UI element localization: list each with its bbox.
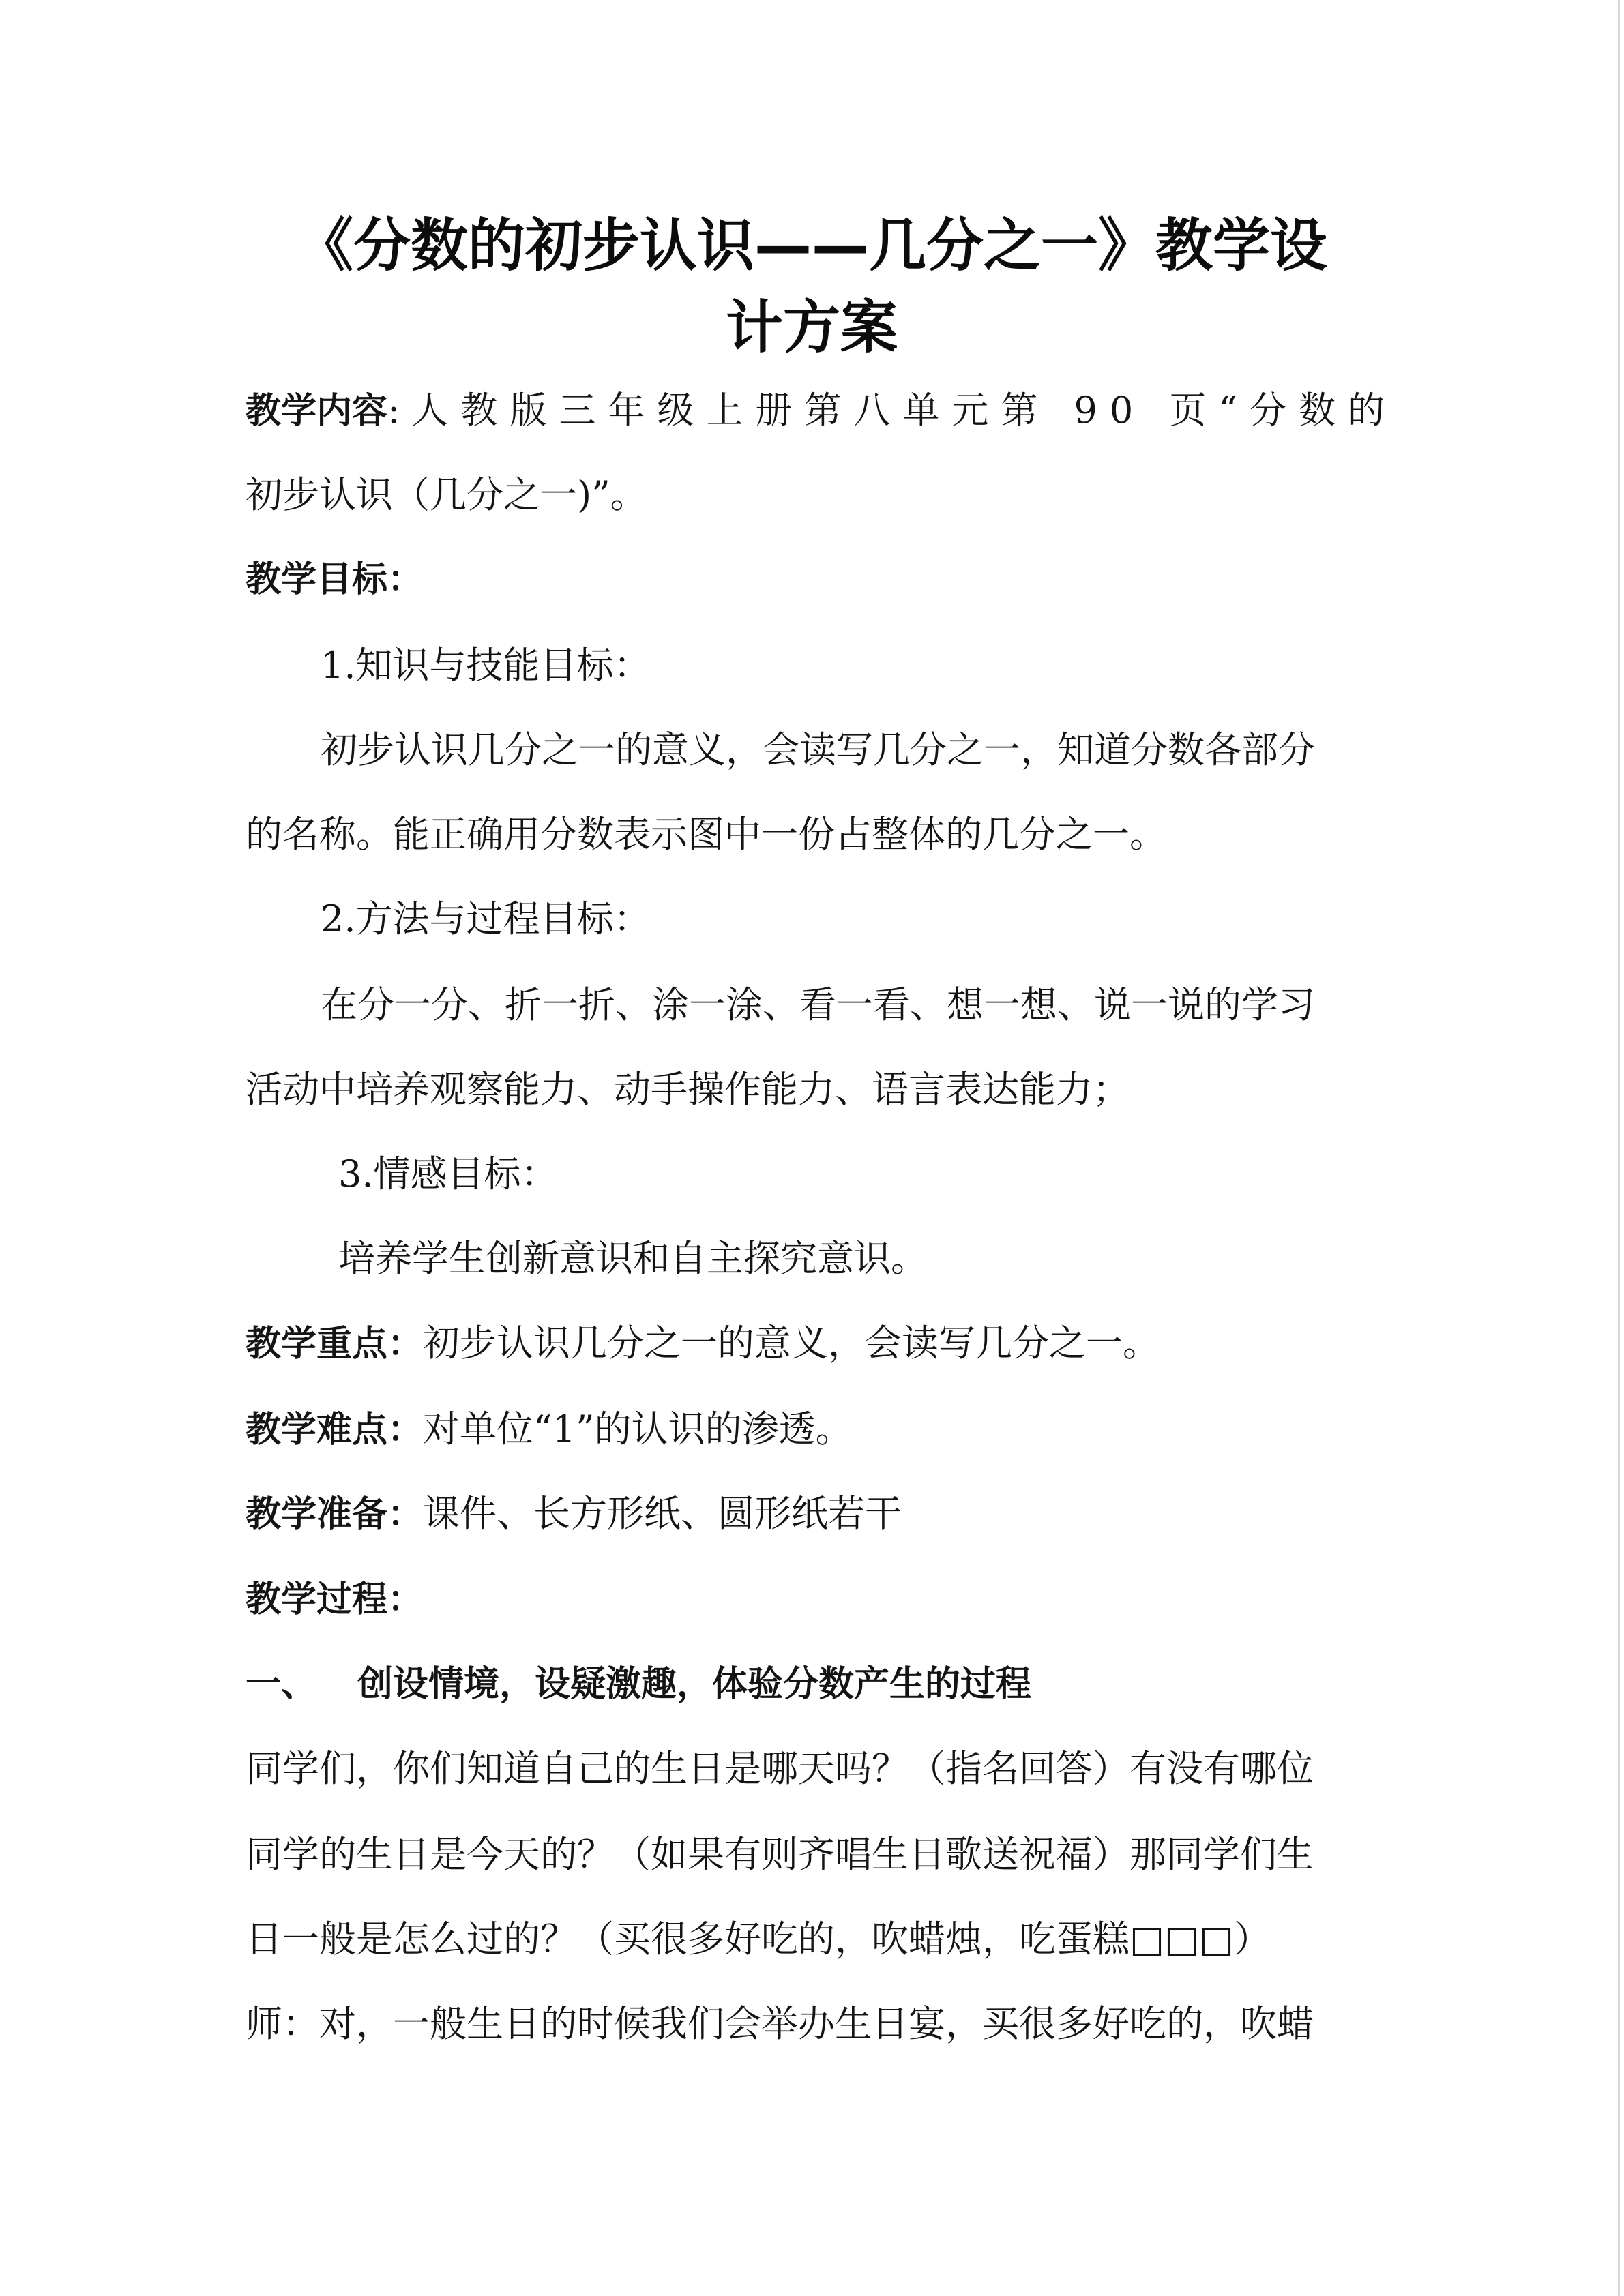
content-text-1: 人教版三年级上册第八单元第 90 页“分数的 bbox=[411, 389, 1398, 432]
section-1-title: 创设情境，设疑激趣，体验分数产生的过程 bbox=[357, 1664, 1032, 1705]
difficulty-label: 教学难点： bbox=[246, 1410, 424, 1450]
key-point-line bbox=[246, 1316, 1160, 1371]
title-line-2: 计方案 bbox=[725, 294, 898, 361]
paragraph-1-line-1: 同学们，你们知道自己的生日是哪天吗？（指名回答）有没有哪位 bbox=[246, 1747, 1314, 1790]
objective-3-text: 培养学生创新意识和自主探究意识。 bbox=[338, 1237, 928, 1280]
objective-1-text-2: 的名称。能正确用分数表示图中一份占整体的几分之一。 bbox=[246, 813, 1166, 856]
key-point-text: 初步认识几分之一的意义，会读写几分之一。 bbox=[423, 1322, 1160, 1365]
objective-2-text-1: 在分一分、折一折、涂一涂、看一看、想一想、说一说的学习 bbox=[321, 983, 1315, 1026]
difficulty-text: 对单位“1”的认识的渗透。 bbox=[423, 1407, 853, 1450]
page-edge bbox=[1618, 0, 1620, 2296]
title-line-1: 《分数的初步认识——几分之一》教学设 bbox=[295, 212, 1327, 279]
paragraph-2-line-1: 师：对，一般生日的时候我们会举办生日宴，买很多好吃的，吹蜡 bbox=[246, 2002, 1314, 2045]
paragraph-1-line-2: 同学的生日是今天的？（如果有则齐唱生日歌送祝福）那同学们生 bbox=[246, 1833, 1314, 1876]
paragraph-1-line-3: 日一般是怎么过的？（买很多好吃的，吹蜡烛，吃蛋糕□□□） bbox=[246, 1918, 1271, 1960]
difficulty-line bbox=[246, 1402, 853, 1457]
preparation-text: 课件、长方形纸、圆形纸若干 bbox=[423, 1492, 902, 1535]
section-1-heading bbox=[246, 1657, 1031, 1712]
objectives-label: 教学目标： bbox=[246, 559, 424, 600]
objective-1-text-1: 初步认识几分之一的意义，会读写几分之一，知道分数各部分 bbox=[321, 728, 1315, 771]
objective-2-title: 2.方法与过程目标： bbox=[321, 897, 651, 940]
content-label: 教学内容 bbox=[246, 391, 388, 432]
content-line-1 bbox=[246, 383, 1397, 438]
preparation-label: 教学准备： bbox=[246, 1494, 424, 1535]
objective-3-title: 3.情感目标： bbox=[338, 1152, 558, 1195]
objective-1-title: 1.知识与技能目标： bbox=[321, 644, 651, 687]
objective-2-text-2: 活动中培养观察能力、动手操作能力、语言表达能力； bbox=[246, 1068, 1130, 1111]
preparation-line bbox=[246, 1487, 902, 1542]
content-colon: : bbox=[387, 389, 400, 432]
key-point-label: 教学重点： bbox=[246, 1324, 424, 1365]
section-1-number: 一、 bbox=[246, 1664, 317, 1705]
content-line-2: 初步认识（几分之一)”。 bbox=[246, 473, 647, 516]
process-label: 教学过程： bbox=[246, 1579, 424, 1620]
